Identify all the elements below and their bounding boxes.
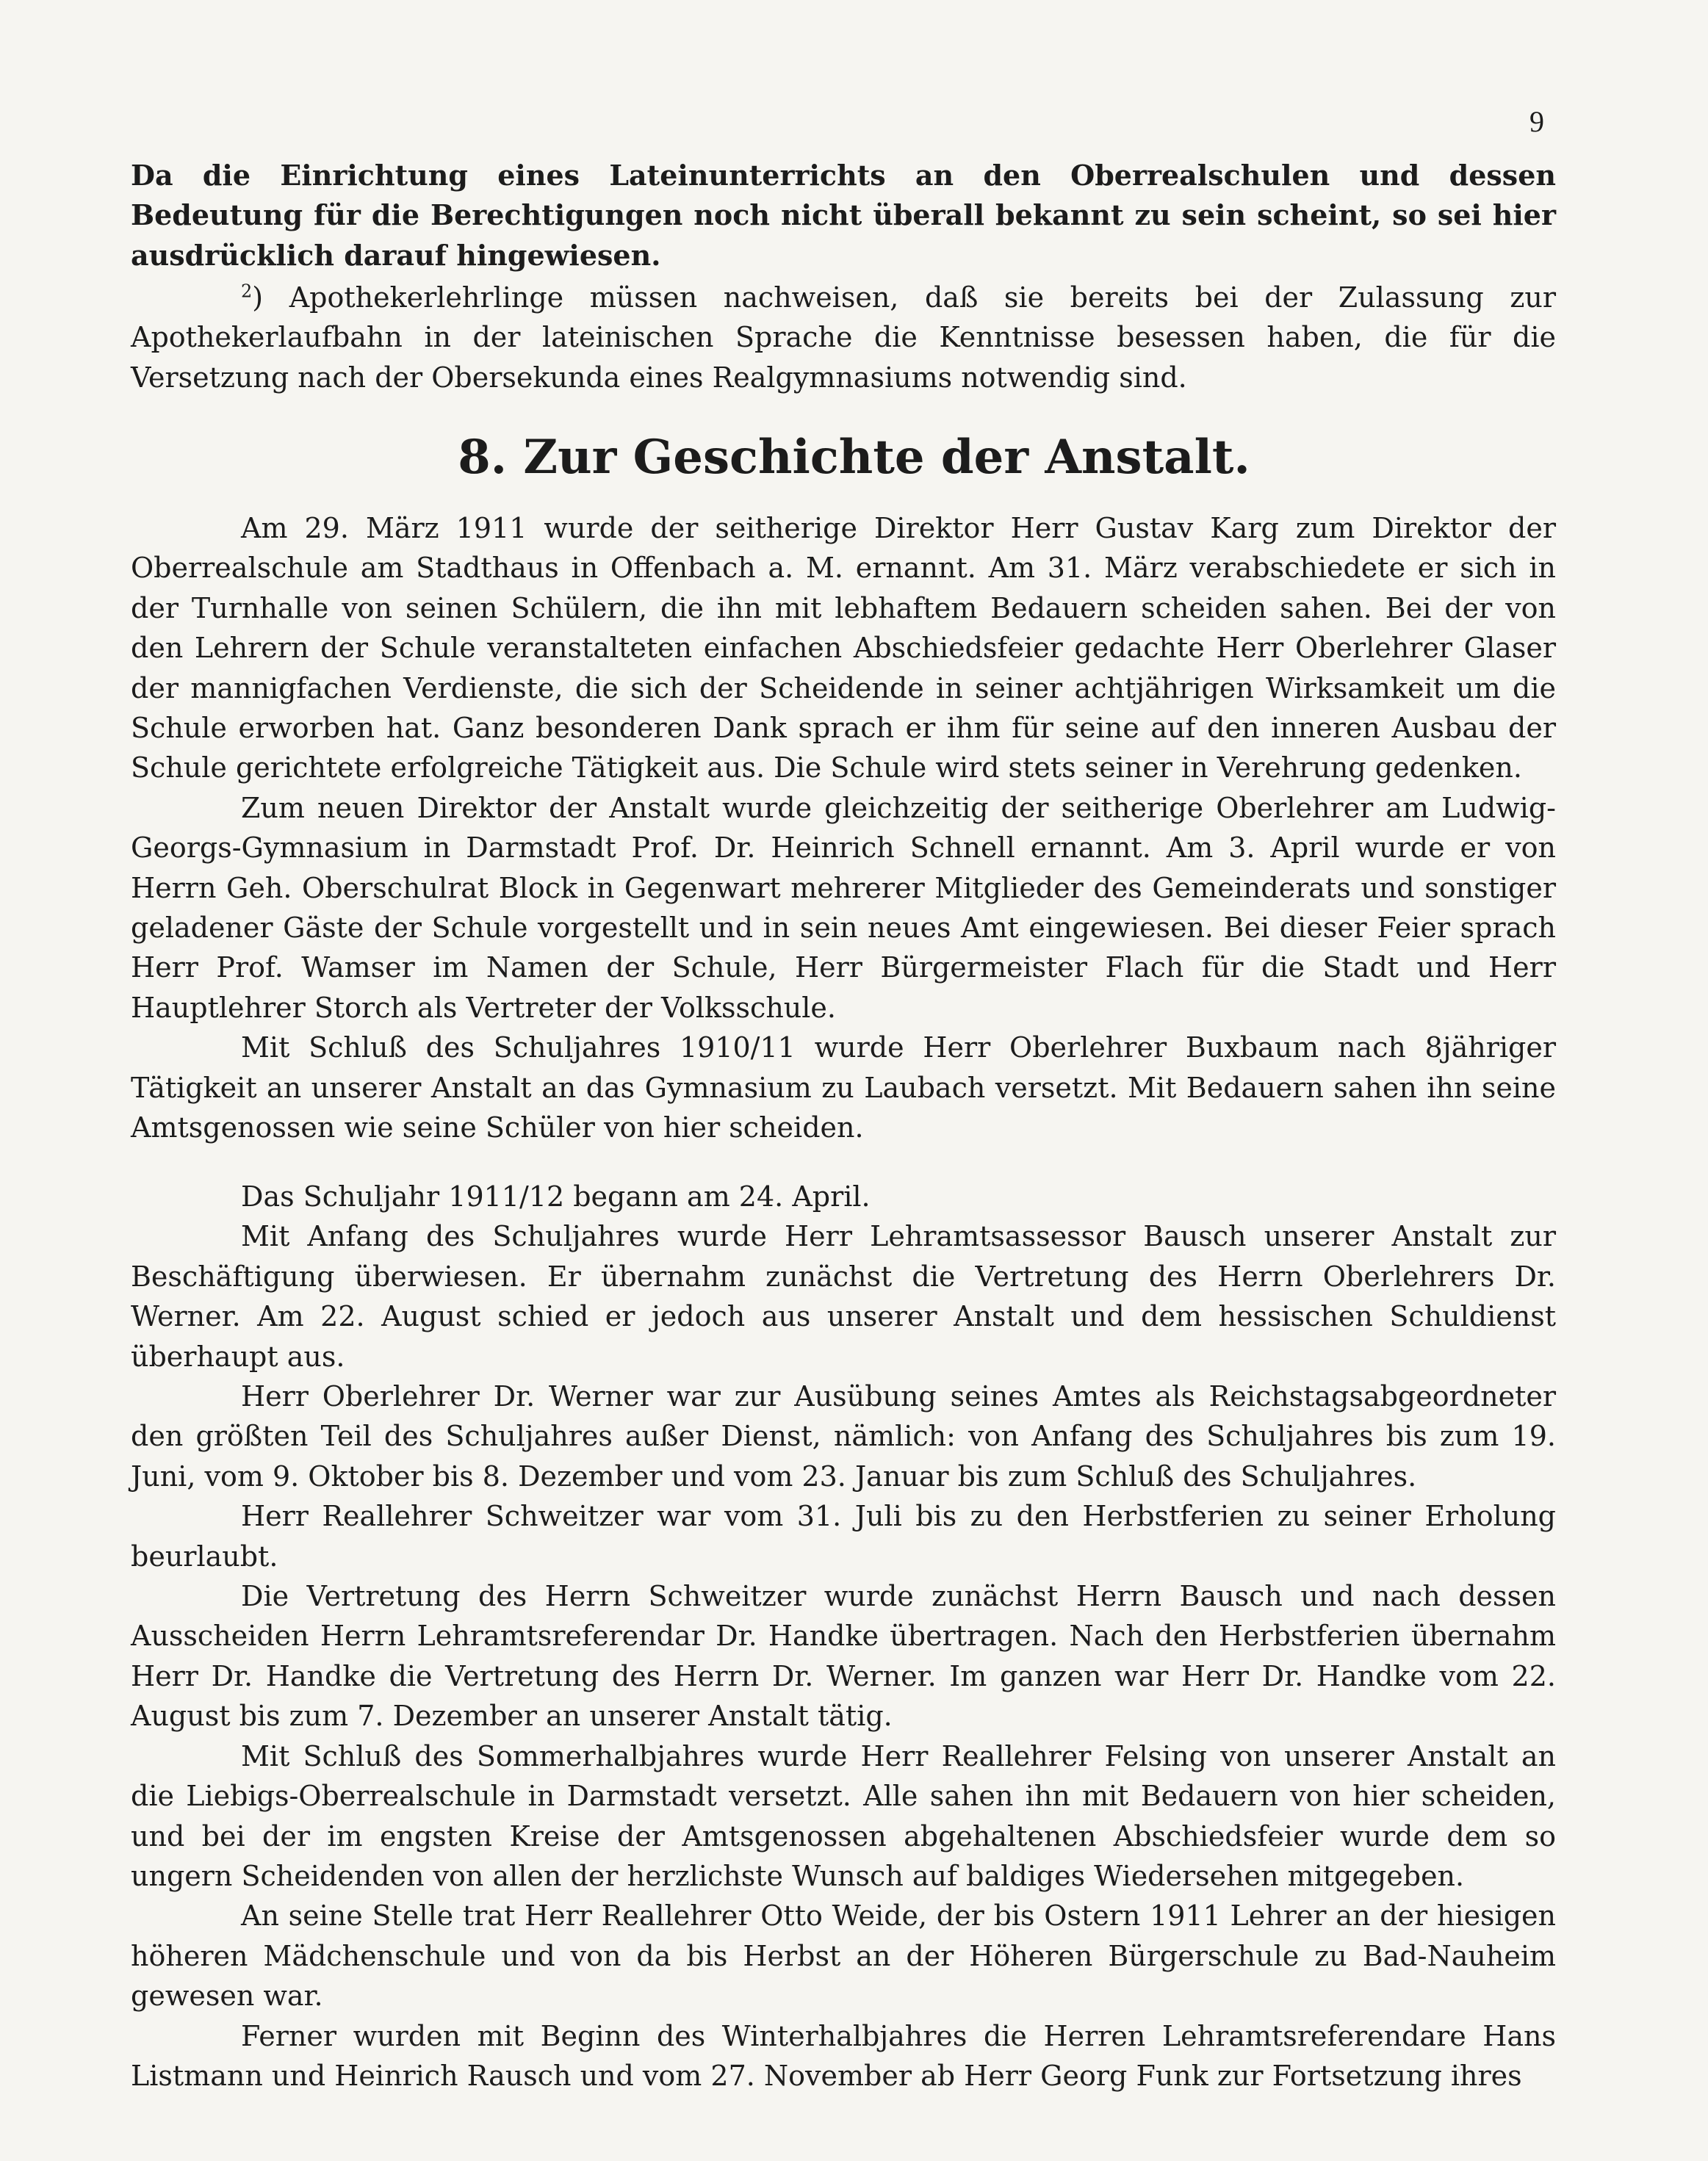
paragraph-9: Mit Schluß des Sommerhalbjahres wurde Herr Reallehrer Felsing von unserer Anstalt an die Liebigs-Oberrealschule in Darmstadt versetzt. Alle sahen ihn mit Bedauern von hier scheiden, und bei der im engsten Kreise der Amtsgenossen abgehaltenen Abschiedsfeier wurde dem so ungern Scheidenden von allen der herzlichste Wunsch auf baldiges Wiedersehen mitgegeben. — [131, 1739, 1556, 1892]
footnote-2-text: ) Apothekerlehrlinge müssen nachweisen, daß sie bereits bei der Zulassung zur Apothekerlaufbahn in der lateinischen Sprache die Kenntnisse besessen haben, die für die Versetzung nach der Obersekunda eines Realgymnasiums notwendig sind. — [131, 281, 1556, 394]
paragraph-6: Herr Oberlehrer Dr. Werner war zur Ausübung seines Amtes als Reichstagsabgeordneter den größten Teil des Schuljahres außer Dienst, nämlich: von Anfang des Schuljahres bis zum 19. Juni, vom 9. Oktober bis 8. Dezember und vom 23. Januar bis zum Schluß des Schuljahres. — [131, 1380, 1556, 1493]
paragraph-11: Ferner wurden mit Beginn des Winterhalbjahres die Herren Lehramtsreferendare Hans Listmann und Heinrich Rausch und vom 27. November ab Herr Georg Funk zur Fortsetzung ihres — [131, 2019, 1556, 2092]
paragraph-3: Mit Schluß des Schuljahres 1910/11 wurde Herr Oberlehrer Buxbaum nach 8jähriger Tätigkeit an unserer Anstalt an das Gymnasium zu Laubach versetzt. Mit Bedauern sahen ihn seine Amtsgenossen wie seine Schüler von hier scheiden. — [131, 1031, 1556, 1144]
footnote-2 — [131, 278, 1556, 397]
paragraph-8: Die Vertretung des Herrn Schweitzer wurde zunächst Herrn Bausch und nach dessen Ausscheiden Herrn Lehramtsreferendar Dr. Handke übertragen. Nach den Herbstferien übernahm Herr Dr. Handke die Vertretung des Herrn Dr. Werner. Im ganzen war Herr Dr. Handke vom 22. August bis zum 7. Dezember an unserer Anstalt tätig. — [131, 1580, 1556, 1733]
paragraph-10: An seine Stelle trat Herr Reallehrer Otto Weide, der bis Ostern 1911 Lehrer an der hiesigen höheren Mädchenschule und von da bis Herbst an der Höheren Bürgerschule zu Bad-Nauheim gewesen war. — [131, 1900, 1556, 2013]
footnote-continuation — [131, 156, 1556, 275]
section-heading: 8. Zur Geschichte der Anstalt. — [458, 430, 1250, 485]
page-number: 9 — [1529, 105, 1544, 138]
paragraph-7: Herr Reallehrer Schweitzer war vom 31. Juli bis zu den Herbstferien zu seiner Erholung beurlaubt. — [131, 1500, 1556, 1573]
history-section-2 — [131, 1177, 1556, 2096]
paragraph-2: Zum neuen Direktor der Anstalt wurde gleichzeitig der seitherige Oberlehrer am Ludwig-Georgs-Gymnasium in Darmstadt Prof. Dr. Heinrich Schnell ernannt. Am 3. April wurde er von Herrn Geh. Oberschulrat Block in Gegenwart mehrerer Mitglieder des Gemeinderats und sonstiger geladener Gäste der Schule vorgestellt und in sein neues Amt eingewiesen. Bei dieser Feier sprach Herr Prof. Wamser im Namen der Schule, Herr Bürgermeister Flach für die Stadt und Herr Hauptlehrer Storch als Vertreter der Volksschule. — [131, 791, 1556, 1024]
paragraph-5: Mit Anfang des Schuljahres wurde Herr Lehramtsassessor Bausch unserer Anstalt zur Beschäftigung überwiesen. Er übernahm zunächst die Vertretung des Herrn Oberlehrers Dr. Werner. Am 22. August schied er jedoch aus unserer Anstalt und dem hessischen Schuldienst überhaupt aus. — [131, 1220, 1556, 1373]
history-section-1 — [131, 508, 1556, 1148]
footnote-2-marker: 2 — [241, 281, 253, 302]
paragraph-4: Das Schuljahr 1911/12 begann am 24. April. — [241, 1180, 871, 1213]
paragraph-1: Am 29. März 1911 wurde der seitherige Direktor Herr Gustav Karg zum Direktor der Oberrealschule am Stadthaus in Offenbach a. M. ernannt. Am 31. März verabschiedete er sich in der Turnhalle von seinen Schülern, die ihn mit lebhaftem Bedauern scheiden sahen. Bei der von den Lehrern der Schule veranstalteten einfachen Abschiedsfeier gedachte Herr Oberlehrer Glaser der mannigfachen Verdienste, die sich der Scheidende in seiner achtjährigen Wirksamkeit um die Schule erworben hat. Ganz besonderen Dank sprach er ihm für seine auf den inneren Ausbau der Schule gerichtete erfolgreiche Tätigkeit aus. Die Schule wird stets seiner in Verehrung gedenken. — [131, 512, 1556, 784]
footnote-continuation-text: Da die Einrichtung eines Lateinunterrichts an den Oberrealschulen und dessen Bedeutung für die Berechtigungen noch nicht überall bekannt zu sein scheint, so sei hier ausdrücklich darauf hingewiesen. — [131, 159, 1556, 272]
footnote-2-paragraph — [131, 278, 1556, 397]
